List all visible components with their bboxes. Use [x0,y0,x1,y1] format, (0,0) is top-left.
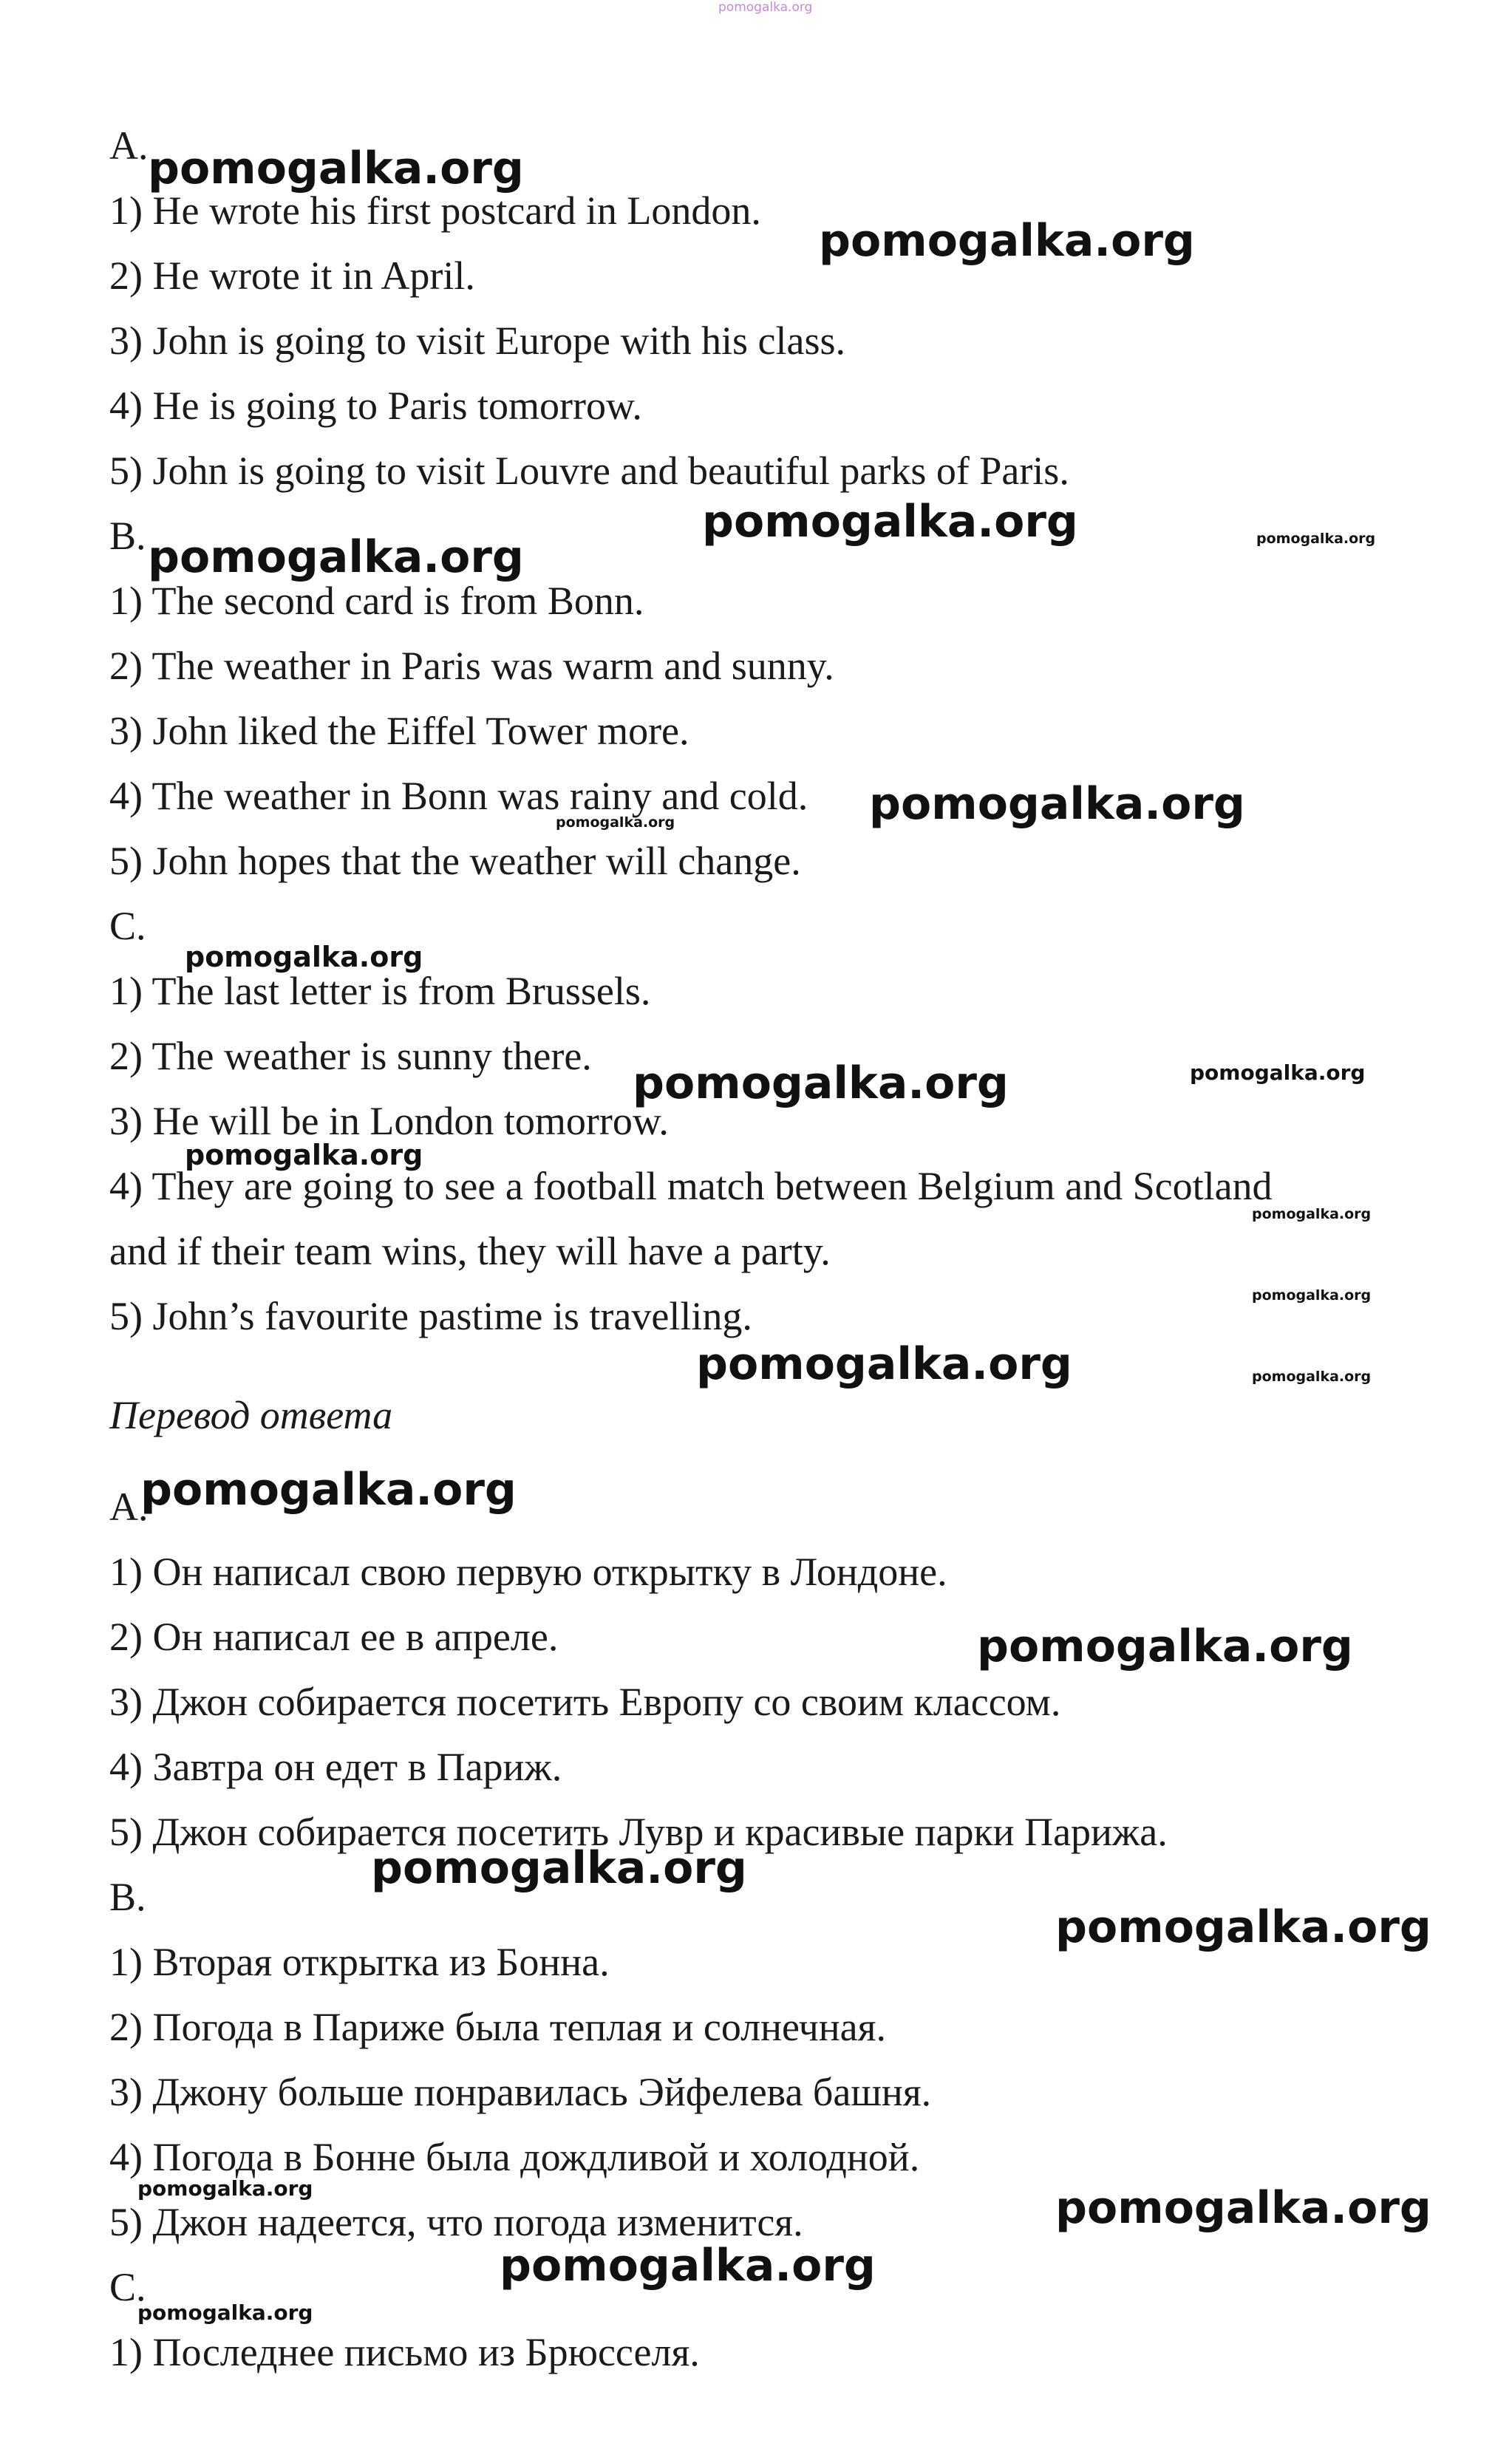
section-a-item: 5) John is going to visit Louvre and beautiful parks of Paris. [109,449,1069,493]
watermark: pomogalka.org [869,778,1245,830]
watermark: pomogalka.org [1256,531,1376,547]
watermark: pomogalka.org [148,143,524,194]
translation-a-heading: A. [109,1485,149,1529]
watermark: pomogalka.org [1055,1901,1431,1953]
section-c-item: 5) John’s favourite pastime is travelling. [109,1294,752,1338]
section-b-item: 4) The weather in Bonn was rainy and cold. [109,774,808,818]
translation-a-item: 5) Джон собирается посетить Лувр и красивые парки Парижа. [109,1810,1168,1854]
watermark: pomogalka.org [696,1338,1072,1390]
watermark: pomogalka.org [819,215,1195,267]
watermark: pomogalka.org [140,1464,517,1516]
translation-a-item: 2) Он написал ее в апреле. [109,1615,559,1659]
section-c-item: 2) The weather is sunny there. [109,1034,592,1078]
watermark: pomogalka.org [633,1057,1009,1109]
translation-a-item: 1) Он написал свою первую открытку в Лондоне. [109,1550,947,1594]
section-b-item: 5) John hopes that the weather will change. [109,839,801,883]
watermark: pomogalka.org [500,2240,876,2292]
watermark: pomogalka.org [137,2176,313,2201]
section-c-heading: C. [109,904,146,948]
watermark: pomogalka.org [148,531,524,583]
watermark: pomogalka.org [556,814,675,831]
watermark: pomogalka.org [371,1842,747,1894]
watermark: pomogalka.org [137,2300,313,2325]
section-c-item: 3) He will be in London tomorrow. [109,1099,669,1143]
watermark: pomogalka.org [1252,1369,1372,1385]
section-a-item: 3) John is going to visit Europe with his class. [109,318,845,363]
watermark: pomogalka.org [185,941,423,973]
translation-a-item: 3) Джон собирается посетить Европу со своим классом. [109,1680,1061,1724]
section-b-heading: B. [109,514,146,558]
section-a-item: 4) He is going to Paris tomorrow. [109,384,642,428]
translation-title: Перевод ответа [109,1393,393,1437]
section-a-item: 2) He wrote it in April. [109,253,475,298]
translation-a-item: 4) Завтра он едет в Париж. [109,1745,562,1789]
translation-b-heading: B. [109,1875,146,1919]
watermark: pomogalka.org [1055,2182,1431,2234]
watermark: pomogalka.org [702,496,1078,548]
translation-b-item: 4) Погода в Бонне была дождливой и холодной. [109,2135,920,2179]
watermark: pomogalka.org [1252,1287,1372,1304]
translation-c-item: 1) Последнее письмо из Брюсселя. [109,2330,700,2374]
translation-b-item: 2) Погода в Париже была теплая и солнечная. [109,2005,886,2049]
section-c-item: and if their team wins, they will have a party. [109,1229,831,1273]
translation-b-item: 3) Джону больше понравилась Эйфелева башня. [109,2070,932,2114]
section-c-item: 4) They are going to see a football match between Belgium and Scotland [109,1164,1273,1208]
section-b-item: 3) John liked the Eiffel Tower more. [109,709,689,753]
translation-c-heading: C. [109,2265,146,2309]
section-c-item: 1) The last letter is from Brussels. [109,969,651,1013]
section-a-heading: A. [109,123,149,168]
watermark: pomogalka.org [1190,1060,1366,1085]
translation-b-item: 5) Джон надеется, что погода изменится. [109,2200,803,2244]
watermark: pomogalka.org [1252,1206,1372,1222]
section-b-item: 1) The second card is from Bonn. [109,579,644,623]
watermark: pomogalka.org [977,1621,1353,1672]
watermark-top: pomogalka.org [718,0,813,15]
translation-b-item: 1) Вторая открытка из Бонна. [109,1940,610,1984]
section-b-item: 2) The weather in Paris was warm and sunny. [109,644,834,688]
section-a-item: 1) He wrote his first postcard in London. [109,188,761,233]
watermark: pomogalka.org [185,1139,423,1171]
